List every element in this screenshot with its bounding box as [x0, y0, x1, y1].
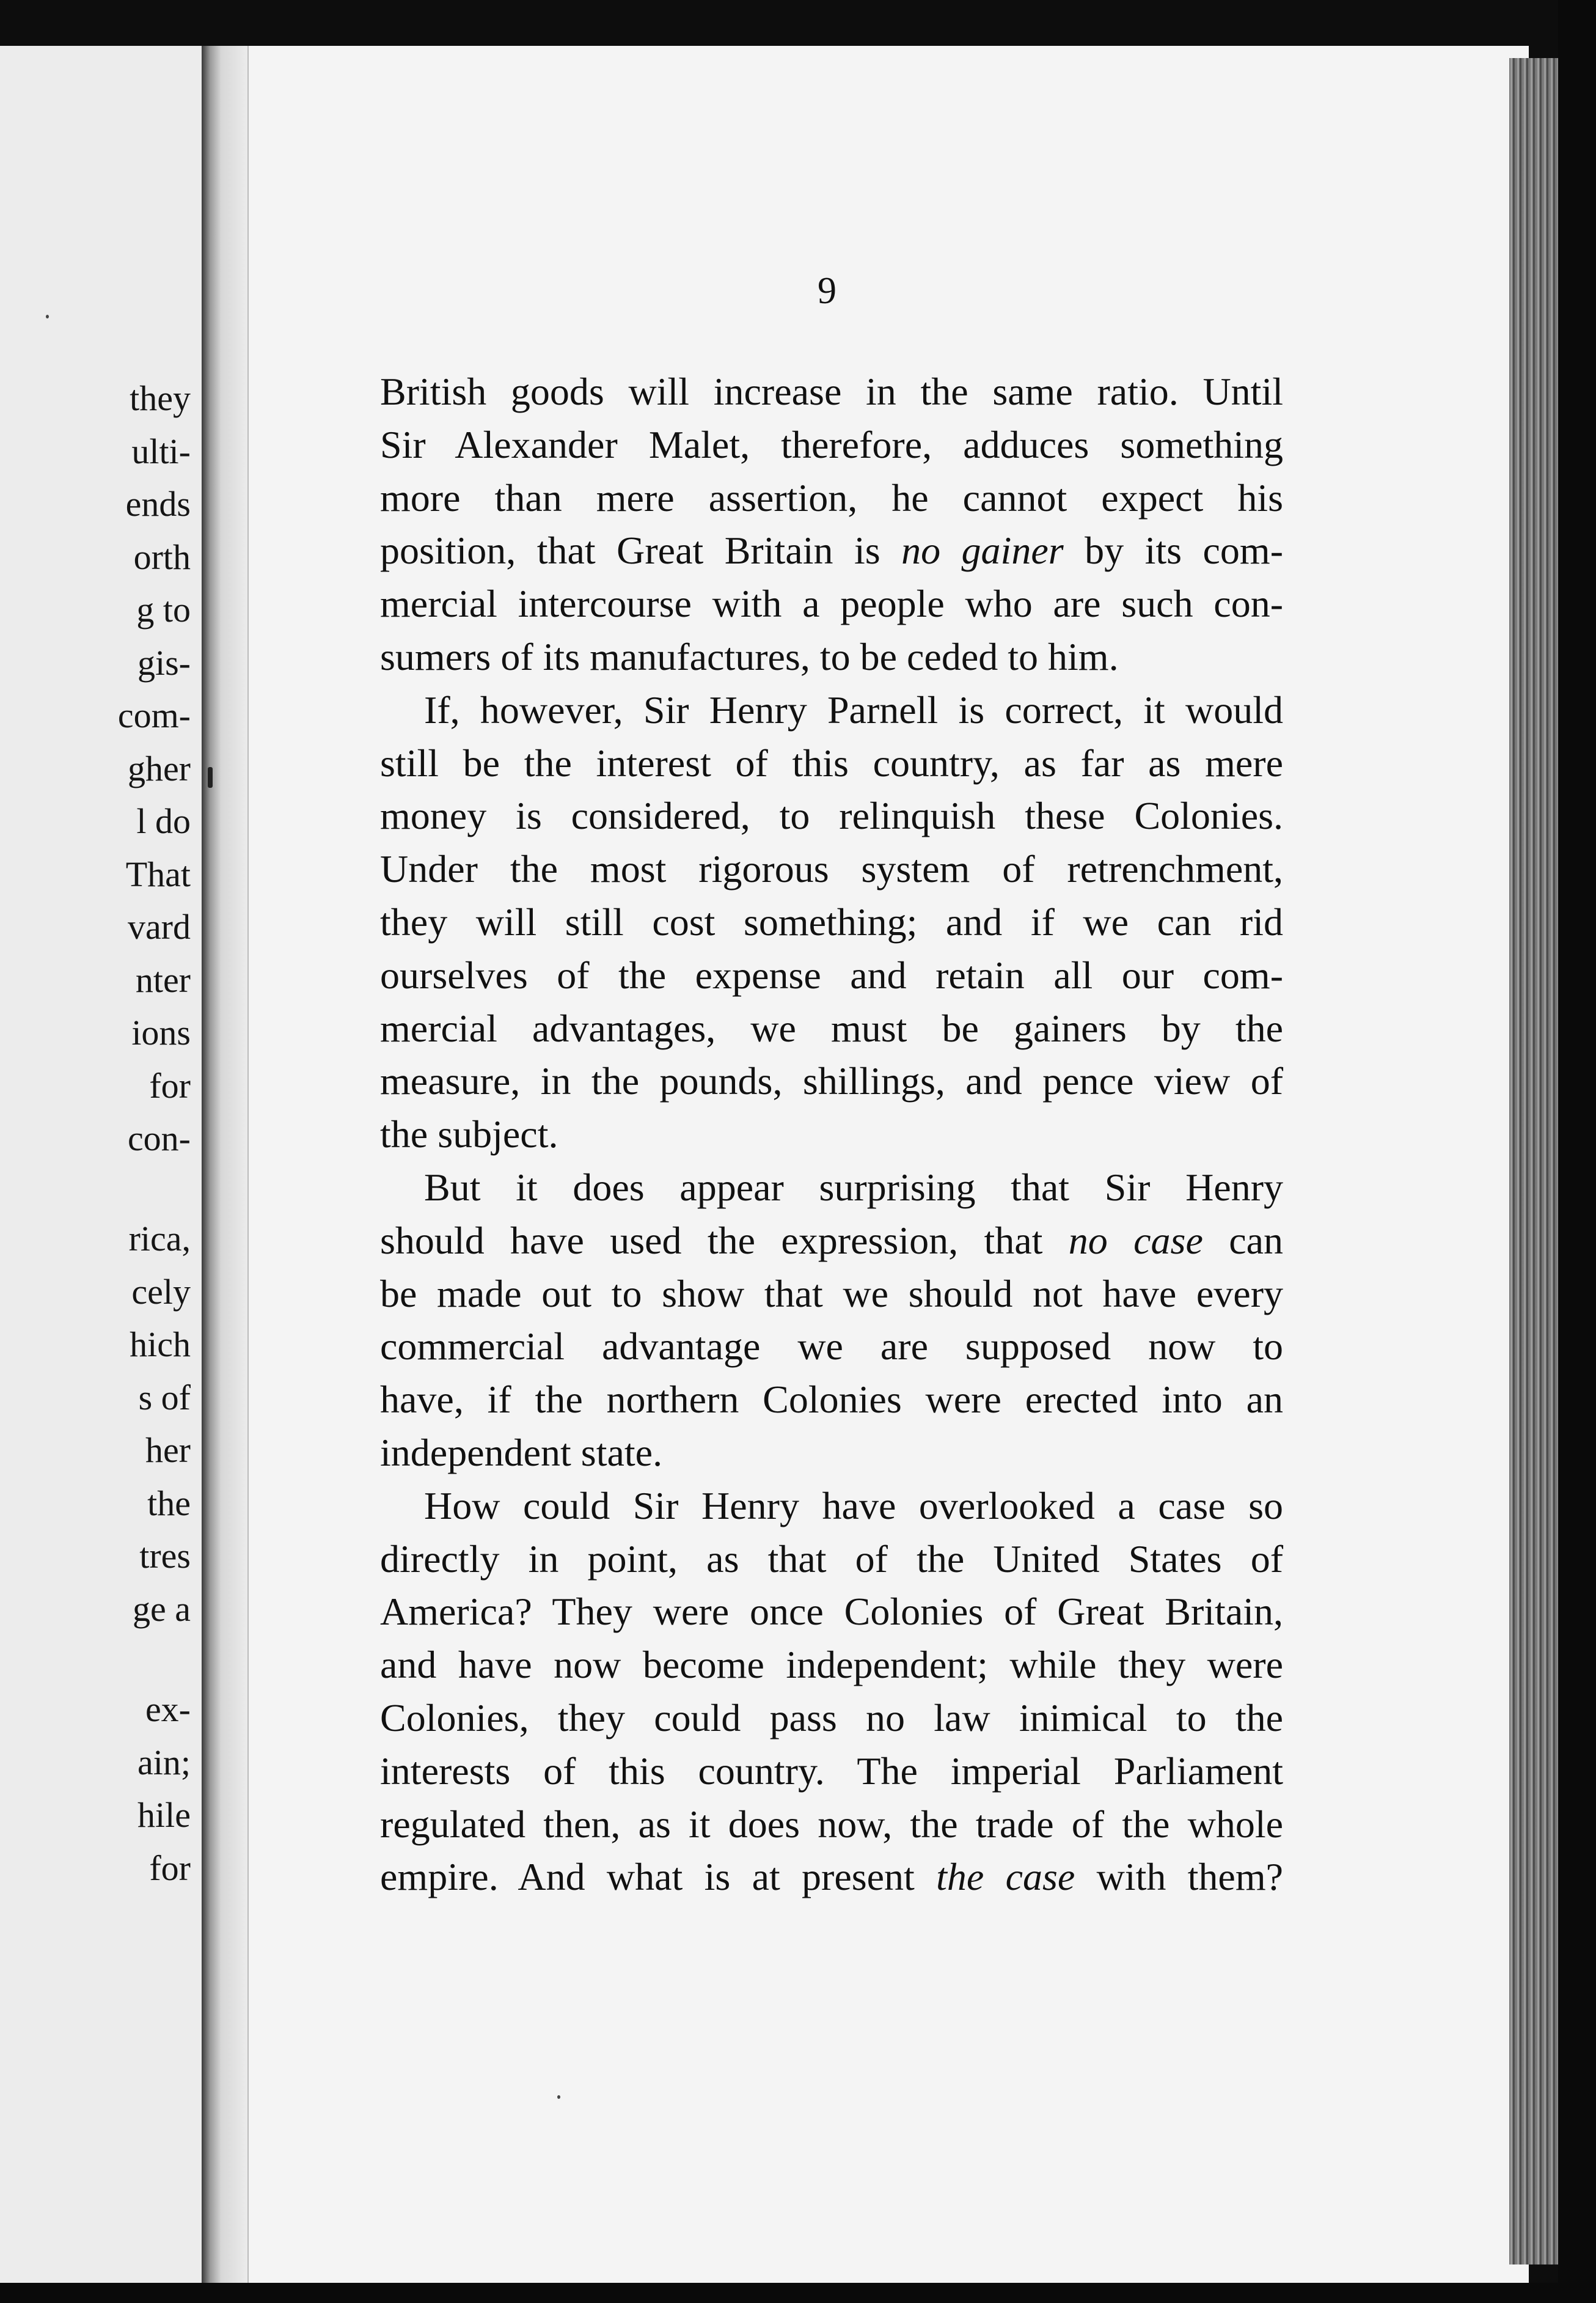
left-page-line: ain;	[137, 1742, 191, 1782]
italic-phrase: the case	[936, 1855, 1075, 1899]
left-page-line: for	[149, 1065, 191, 1106]
left-page-line: ends	[125, 484, 191, 524]
left-page-line: s of	[138, 1377, 191, 1417]
text-line: empire. And what is at present the case with them?	[380, 1855, 1284, 1899]
left-page-line: the	[147, 1483, 191, 1523]
text-line: directly in point, as that of the United States of	[380, 1537, 1283, 1581]
left-page-line: com-	[117, 696, 191, 735]
page-edges	[1509, 58, 1558, 2264]
text-line: be made out to show that we should not have every	[380, 1271, 1283, 1315]
dust-speck	[46, 315, 49, 318]
left-page-line: ions	[131, 1013, 191, 1052]
text-line: and have now become independent; while they were	[380, 1643, 1283, 1687]
left-page-line: vard	[127, 907, 191, 947]
text-line: British goods will increase in the same ratio. Until	[380, 370, 1283, 413]
left-page-line: ulti-	[131, 431, 191, 471]
dust-speck	[208, 767, 213, 788]
body-text	[380, 365, 1283, 1904]
left-page-line: nter	[135, 960, 191, 1000]
text-line: But it does appear surprising that Sir Henry	[424, 1165, 1283, 1209]
text-line: measure, in the pounds, shillings, and pence view of	[380, 1059, 1283, 1103]
left-page-line: tres	[139, 1536, 191, 1576]
text-line: independent state.	[380, 1430, 663, 1474]
left-page-line: hich	[130, 1324, 191, 1365]
text-line: they will still cost something; and if we can rid	[380, 900, 1283, 944]
text-line: money is considered, to relinquish these Colonies.	[380, 794, 1283, 838]
text-line: more than mere assertion, he cannot expect his	[380, 476, 1283, 520]
left-page-line: orth	[133, 537, 191, 577]
left-page-line: rica,	[128, 1219, 191, 1259]
left-page-line: l do	[136, 801, 191, 841]
text-line: Colonies, they could pass no law inimical to the	[380, 1695, 1283, 1739]
left-page-line: ex-	[145, 1689, 191, 1730]
scan-border-bottom	[0, 2283, 1596, 2303]
text-line: Sir Alexander Malet, therefore, adduces something	[380, 422, 1283, 466]
text-line: should have used the expression, that no case can	[380, 1218, 1284, 1262]
italic-phrase: no gainer	[901, 529, 1064, 573]
text-line: commercial advantage we are supposed now to	[380, 1324, 1283, 1368]
text-line: the subject.	[380, 1112, 558, 1156]
text-line: mercial advantages, we must be gainers by the	[380, 1006, 1283, 1050]
scan-border-right	[1558, 0, 1596, 2303]
left-page-line: g to	[136, 590, 191, 630]
text-line: ourselves of the expense and retain all our com-	[380, 953, 1283, 997]
dust-speck	[557, 2095, 560, 2099]
text-line: regulated then, as it does now, the trade of the whole	[380, 1802, 1283, 1846]
left-page-line: ge a	[133, 1589, 191, 1629]
left-page-line: hile	[137, 1795, 191, 1835]
page-number: 9	[818, 270, 836, 312]
text-line: position, that Great Britain is no gainer by its com-	[380, 529, 1284, 573]
text-line: Under the most rigorous system of retrenchment,	[380, 847, 1283, 891]
text-line: How could Sir Henry have overlooked a case so	[424, 1483, 1283, 1527]
text-line: have, if the northern Colonies were erected into an	[380, 1378, 1283, 1422]
left-page-fragment	[0, 46, 202, 2283]
text-line: still be the interest of this country, as far as mere	[380, 741, 1283, 785]
italic-phrase: no case	[1068, 1218, 1203, 1262]
book-gutter	[202, 46, 251, 2283]
left-page-line: gis-	[137, 642, 191, 683]
left-page-line: cely	[131, 1271, 191, 1312]
left-page-line: con-	[127, 1118, 191, 1158]
left-page-line: her	[145, 1430, 191, 1471]
left-page-line: gher	[127, 748, 191, 788]
text-line: mercial intercourse with a people who are such con-	[380, 582, 1283, 626]
left-page-line: for	[149, 1848, 191, 1888]
text-line: If, however, Sir Henry Parnell is correct, it would	[424, 688, 1283, 732]
text-line: sumers of its manufactures, to be ceded to him.	[380, 634, 1119, 678]
text-line: interests of this country. The imperial Parliament	[380, 1749, 1283, 1793]
left-page-line: That	[125, 854, 191, 894]
text-line: America? They were once Colonies of Great Britain,	[380, 1590, 1283, 1634]
left-page-line: they	[130, 378, 191, 418]
